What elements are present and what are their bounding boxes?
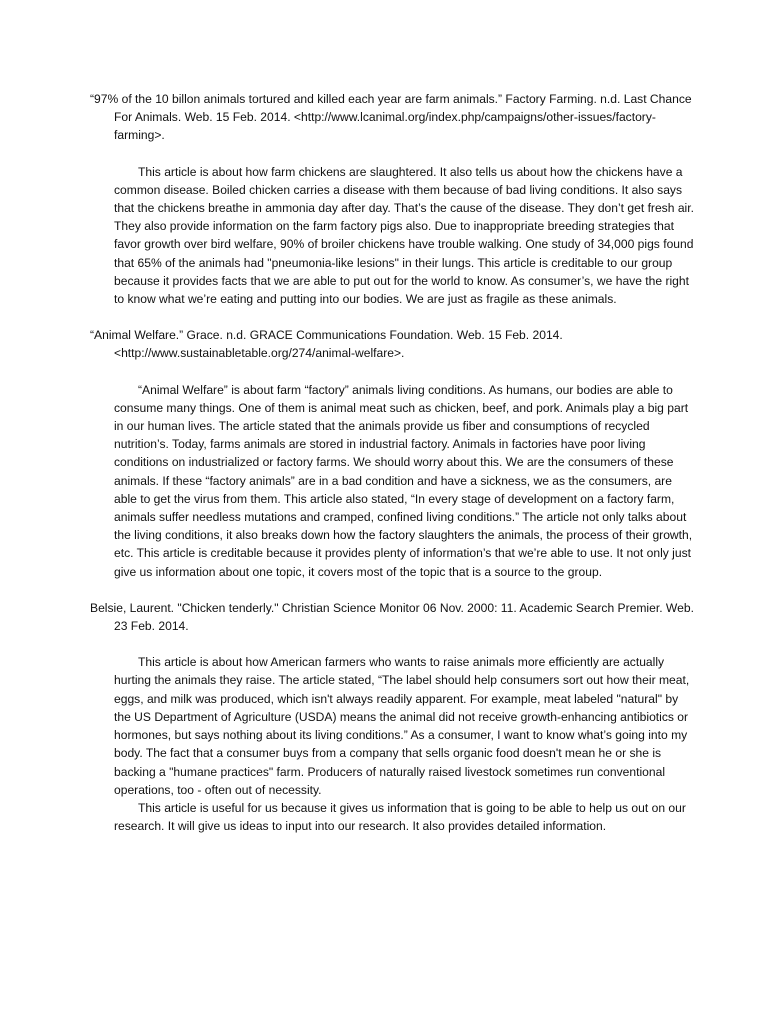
annotation-1-paragraph-1: This article is about how farm chickens are slaughtered. It also tells us about how the chickens have a common disease. Boiled chicken carries a disease with them because of bad living conditions. It also says that the chickens breathe in ammonia day after day. That’s the cause of the disease. They don’t get fresh air. They also provide information on the farm factory pigs also. Due to inappropriate breeding strategies that favor growth over bird welfare, 90% of broiler chickens have trouble walking. One study of 34,000 pigs found that 65% of the animals had "pneumonia-like lesions" in their lungs. This article is creditable to our group because it provides facts that we are able to put out for the world to know. As consumer’s, we have the right to know what we’re eating and putting into our bodies. We are just as fragile as these animals. [114,164,694,307]
annotation-2-paragraph-1: “Animal Welfare” is about farm “factory” animals living conditions. As humans, our bodies are able to consume many things. One of them is animal meat such as chicken, beef, and pork. Animals play a big part in our human lives. The article stated that the animals provide us fiber and consumptions of recycled nutrition’s. Today, farms animals are stored in industrial factory. Animals in factories have poor living conditions on industrialized or factory farms. We should worry about this. We are the consumers of these animals. If these “factory animals” are in a bad condition and have a sickness, we as the consumers, are able to get the virus from them. This article also stated, “In every stage of development on a factory farm, animals suffer needless mutations and cramped, confined living conditions.” The article not only talks about the living conditions, it also breaks down how the factory slaughters the animals, the process of their growth, etc. This article is creditable because it provides plenty of information’s that we’re able to use. It not only just give us information about one topic, it covers most of the topic that is a source to the group. [114,382,693,579]
citation-3: Belsie, Laurent. "Chicken tenderly." Christian Science Monitor 06 Nov. 2000: 11. Academic Search Premier. Web. 23 Feb. 2014. [90,600,694,634]
bibliography-entry-2 [90,326,698,581]
annotation-3-paragraph-1: This article is about how American farmers who wants to raise animals more efficiently are actually hurting the animals they raise. The article stated, “The label should help consumers sort out how their meat, eggs, and milk was produced, which isn't always readily apparent. For example, meat labeled "natural" by the US Department of Agriculture (USDA) means the animal did not receive growth-enhancing antibiotics or hormones, but says nothing about its living conditions.” As a consumer, I want to know what’s going into my body. The fact that a consumer buys from a company that sells organic food doesn't mean he or she is backing a "humane practices" farm. Producers of naturally raised livestock sometimes run conventional operations, too - often out of necessity. [114,655,690,797]
bibliography-entry-1 [90,90,698,308]
citation-1: “97% of the 10 billon animals tortured and killed each year are farm animals.” Factory Farming. n.d. Last Chance For Animals. Web. 15 Feb. 2014. <http://www.lcanimal.org/index.php/campaigns/other-issues/factory-farming>. [90,92,692,143]
bibliography-entry-3 [90,599,698,835]
annotation-3-paragraph-2: This article is useful for us because it gives us information that is going to be able to help us out on our research. It will give us ideas to input into our research. It also provides detailed information. [114,800,686,834]
citation-2: “Animal Welfare.” Grace. n.d. GRACE Communications Foundation. Web. 15 Feb. 2014. <http://www.sustainabletable.org/274/animal-welfare>. [90,328,563,361]
